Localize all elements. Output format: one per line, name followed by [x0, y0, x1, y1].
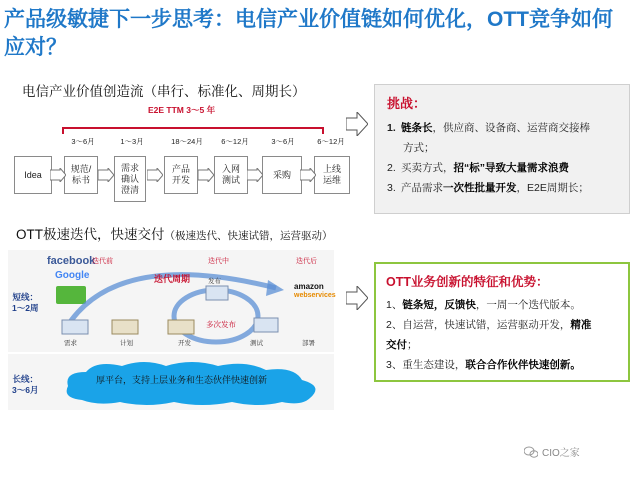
wechat-icon	[524, 446, 538, 458]
google-logo: Google	[55, 270, 90, 281]
chevron-right-icon	[50, 168, 66, 182]
challenge-item-cont: 方式；	[403, 142, 435, 154]
duration-label: 6～12月	[317, 137, 345, 146]
ott-item: 3、重生态建设，联合合作伙伴快速创新。	[386, 359, 581, 371]
stage-purchase: 采购	[262, 156, 302, 194]
challenge-item: 3. 产品需求一次性批量开发，E2E周期长；	[387, 182, 589, 194]
cloud-platform-text: 厚平台，支持上层业务和生态伙伴快速创新	[96, 375, 268, 385]
chevron-right-icon	[247, 168, 263, 182]
chevron-right-icon	[300, 168, 316, 182]
stage-idea: Idea	[14, 156, 52, 194]
ott-item-cont: 交付；	[386, 339, 418, 351]
timeline-bracket	[62, 127, 324, 129]
e2e-ttm-label: E2E TTM 3～5 年	[148, 105, 216, 115]
stage-ops: 上线 运维	[314, 156, 350, 194]
challenge-box	[374, 84, 630, 214]
footer-watermark: CIO之家	[524, 444, 580, 459]
phase-label: 测试	[250, 340, 263, 347]
duration-label: 3～6月	[271, 137, 295, 146]
stage-spec: 规范/ 标书	[64, 156, 98, 194]
duration-label: 18～24月	[171, 137, 203, 146]
chevron-right-icon	[98, 168, 114, 182]
duration-label: 3～6月	[71, 137, 95, 146]
iter-after-label: 迭代后	[296, 258, 317, 265]
amazon-logo: amazon webservices	[294, 282, 336, 299]
phase-label: 发布	[208, 278, 221, 285]
phase-label: 部署	[302, 340, 315, 347]
ott-item: 1、链条短，反馈快，一周一个迭代版本。	[386, 299, 581, 311]
phase-label: 需求	[64, 340, 77, 347]
iteration-cycle-label: 迭代周期	[154, 274, 191, 284]
challenge-item: 1. 链条长，供应商、设备商、运营商交接棒	[387, 122, 590, 134]
timeline-tick	[62, 127, 64, 134]
chevron-right-icon	[198, 168, 214, 182]
challenge-item: 2. 买卖方式，招“标”导致大量需求浪费	[387, 162, 569, 174]
multi-release-label: 多次发布	[206, 320, 236, 329]
phase-label: 开发	[178, 340, 191, 347]
iter-before-label: 迭代前	[92, 258, 113, 265]
section1-label: 电信产业价值创造流（串行、标准化、周期长）	[22, 84, 306, 99]
phase-label: 计划	[120, 340, 133, 347]
ott-item: 2、自运营，快速试错，运营驱动开发，精准	[386, 319, 592, 331]
ott-advantages-box	[374, 262, 630, 382]
long-cycle-label: 长线： 3～6月	[12, 374, 39, 395]
duration-label: 1～3月	[120, 137, 144, 146]
duration-label: 6～12月	[221, 137, 249, 146]
stage-requirement: 需求 确认 澄清	[114, 156, 146, 202]
arrow-right-icon	[346, 286, 368, 310]
timeline-tick	[322, 127, 324, 134]
iter-mid-label: 迭代中	[208, 258, 229, 265]
stage-test: 入网 测试	[214, 156, 248, 194]
short-cycle-label: 短线： 1～2周	[12, 292, 39, 313]
ott-title: OTT业务创新的特征和优势：	[386, 275, 549, 289]
challenge-title: 挑战：	[387, 96, 427, 111]
facebook-logo: facebook	[47, 255, 96, 267]
section2-label: OTT极速迭代，快速交付（极速迭代、快速试错，运营驱动）	[16, 227, 333, 242]
page-title: 产品级敏捷下一步思考：电信产业价值链如何优化，OTT竞争如何 应对？	[4, 8, 613, 59]
stage-dev: 产品 开发	[164, 156, 198, 194]
arrow-right-icon	[346, 112, 368, 136]
chevron-right-icon	[147, 168, 163, 182]
